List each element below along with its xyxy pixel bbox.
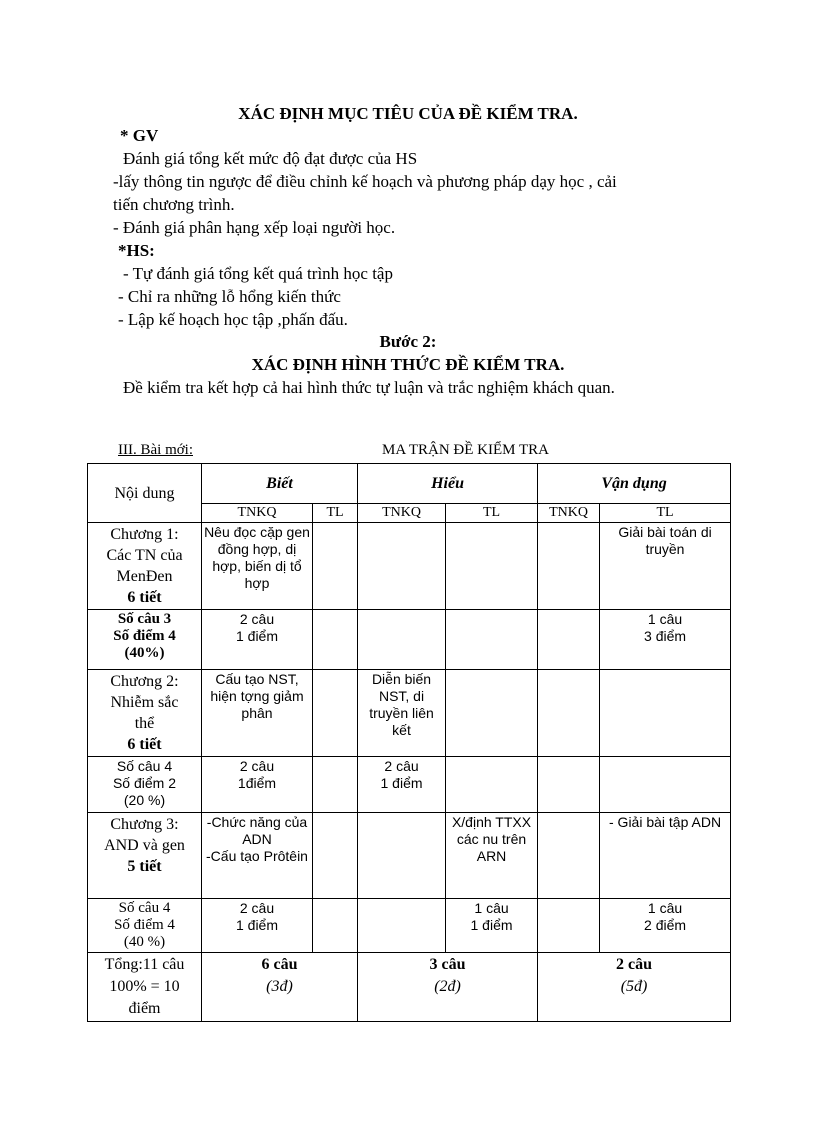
ch1-understand-tl [446,523,538,610]
gv-line-1: Đánh giá tổng kết mức độ đạt được của HS [123,149,418,168]
matrix-title: MA TRẬN ĐỀ KIỂM TRA [382,442,549,458]
ch2-know-tnkq: Cấu tạo NST, hiện tợng giảm phân [202,670,313,757]
score-line: Số điểm 4 [113,628,176,644]
total-know-points: (3đ) [266,978,293,995]
ch3s-know-tl [313,899,358,953]
total-know-count: 6 câu [261,956,298,973]
chapter-1-score-row [88,610,731,670]
ch3s-know-tnkq: 2 câu 1 điểm [202,899,313,953]
ch1-know-tnkq: Nêu đọc cặp gen đồng hợp, dị hợp, biến dị tổ hợp [202,523,313,610]
chapter-1-line: Các TN của [106,547,183,564]
chapter-2-line: Chương 2: [110,673,179,690]
step-2-label: Bước 2: [379,332,437,351]
total-understand [358,953,538,1022]
ch1s-understand-tl [446,610,538,670]
chapter-2-line: Nhiễm sắc [110,694,179,711]
chapter-3-score-row [88,899,731,953]
score-line: Số câu 4 [116,758,173,774]
ch1-understand-tnkq [358,523,446,610]
score-line: Số câu 4 [118,900,171,916]
chapter-1-name [88,523,202,610]
total-understand-points: (2đ) [434,978,461,995]
total-line: điểm [128,1000,161,1017]
chapter-2-score-row [88,757,731,813]
chapter-3-row [88,813,731,899]
gv-line-4: - Đánh giá phân hạng xếp loại người học. [113,218,396,237]
ch3-know-tl [313,813,358,899]
ch2s-understand-tnkq: 2 câu 1 điểm [358,757,446,813]
ch1s-understand-tnkq [358,610,446,670]
score-line: (40%) [124,645,165,661]
heading-objectives: XÁC ĐỊNH MỤC TIÊU CỦA ĐỀ KIỂM TRA. [238,104,578,123]
sub-tl-understand: TL [446,504,538,523]
ch1s-know-tl [313,610,358,670]
level-apply: Vận dụng [538,464,731,504]
chapter-3-line: Chương 3: [110,816,179,833]
sub-tl-know: TL [313,504,358,523]
score-line: Số điểm 2 [112,775,177,791]
total-apply [538,953,731,1022]
chapter-1-periods: 6 tiết [127,589,162,606]
ch3s-understand-tl: 1 câu 1 điểm [446,899,538,953]
ch2-understand-tl [446,670,538,757]
ch1s-apply-tl: 1 câu 3 điểm [600,610,731,670]
hs-line-2: - Chỉ ra những lỗ hổng kiến thức [118,287,341,306]
score-line: (20 %) [123,792,166,808]
form-description: Đề kiểm tra kết hợp cả hai hình thức tự luận và trắc nghiệm khách quan. [123,378,615,397]
total-understand-count: 3 câu [429,956,466,973]
ch2-apply-tnkq [538,670,600,757]
ch3s-apply-tnkq [538,899,600,953]
sub-tl-apply: TL [600,504,731,523]
ch3-understand-tl: X/định TTXX các nu trên ARN [446,813,538,899]
gv-line-3: tiến chương trình. [113,195,235,214]
chapter-2-line: thể [134,715,155,732]
level-header-row [88,464,731,504]
total-row [88,953,731,1022]
chapter-1-line: MenĐen [116,568,173,585]
ch2s-know-tnkq: 2 câu 1điểm [202,757,313,813]
chapter-1-score-name [88,610,202,670]
ch2s-know-tl [313,757,358,813]
ch3-understand-tnkq [358,813,446,899]
hs-line-1: - Tự đánh giá tổng kết quá trình học tập [123,264,393,283]
level-know: Biết [202,464,358,504]
ch3-apply-tnkq [538,813,600,899]
section-label: III. Bài mới: [118,442,193,458]
ch2s-apply-tnkq [538,757,600,813]
ch2s-understand-tl [446,757,538,813]
chapter-2-periods: 6 tiết [127,736,162,753]
gv-line-2: -lấy thông tin ngược để điều chỉnh kế hoạch và phương pháp dạy học , cải [113,172,617,191]
total-apply-points: (5đ) [620,978,648,995]
total-line: 100% = 10 [109,978,180,995]
chapter-1-line: Chương 1: [110,526,179,543]
chapter-2-score-name [88,757,202,813]
sub-tnkq-apply: TNKQ [538,504,600,523]
ch1-know-tl [313,523,358,610]
heading-form: XÁC ĐỊNH HÌNH THỨC ĐỀ KIỂM TRA. [251,355,565,374]
level-understand: Hiểu [358,464,538,504]
ch3s-understand-tnkq [358,899,446,953]
total-name [88,953,202,1022]
sub-tnkq-know: TNKQ [202,504,313,523]
total-apply-count: 2 câu [616,956,653,973]
chapter-1-row [88,523,731,610]
chapter-3-periods: 5 tiết [127,858,162,875]
chapter-2-row [88,670,731,757]
ch1-apply-tnkq [538,523,600,610]
ch1s-apply-tnkq [538,610,600,670]
gv-label: * GV [120,126,159,145]
score-line: (40 %) [123,934,166,950]
ch2-apply-tl [600,670,731,757]
ch2-know-tl [313,670,358,757]
chapter-3-score-name [88,899,202,953]
sub-tnkq-understand: TNKQ [358,504,446,523]
ch2-understand-tnkq: Diễn biến NST, di truyền liên kết [358,670,446,757]
ch2s-apply-tl [600,757,731,813]
ch1-apply-tl: Giải bài toán di truyền [600,523,731,610]
ch1s-know-tnkq: 2 câu 1 điểm [202,610,313,670]
ch3-apply-tl: - Giải bài tập ADN [600,813,731,899]
chapter-3-line: AND và gen [104,837,185,854]
total-line: Tổng:11 câu [104,956,185,973]
ch3s-apply-tl: 1 câu 2 điểm [600,899,731,953]
hs-line-3: - Lập kế hoạch học tập ,phấn đấu. [118,310,348,329]
score-line: Số câu 3 [117,611,172,627]
test-matrix-table [87,463,731,1022]
total-know [202,953,358,1022]
content-header: Nội dung [88,464,202,523]
score-line: Số điểm 4 [114,917,175,933]
chapter-3-name [88,813,202,899]
ch3-know-tnkq: -Chức năng của ADN -Cấu tạo Prôtêin [202,813,313,899]
chapter-2-name [88,670,202,757]
hs-label: *HS: [118,241,155,260]
